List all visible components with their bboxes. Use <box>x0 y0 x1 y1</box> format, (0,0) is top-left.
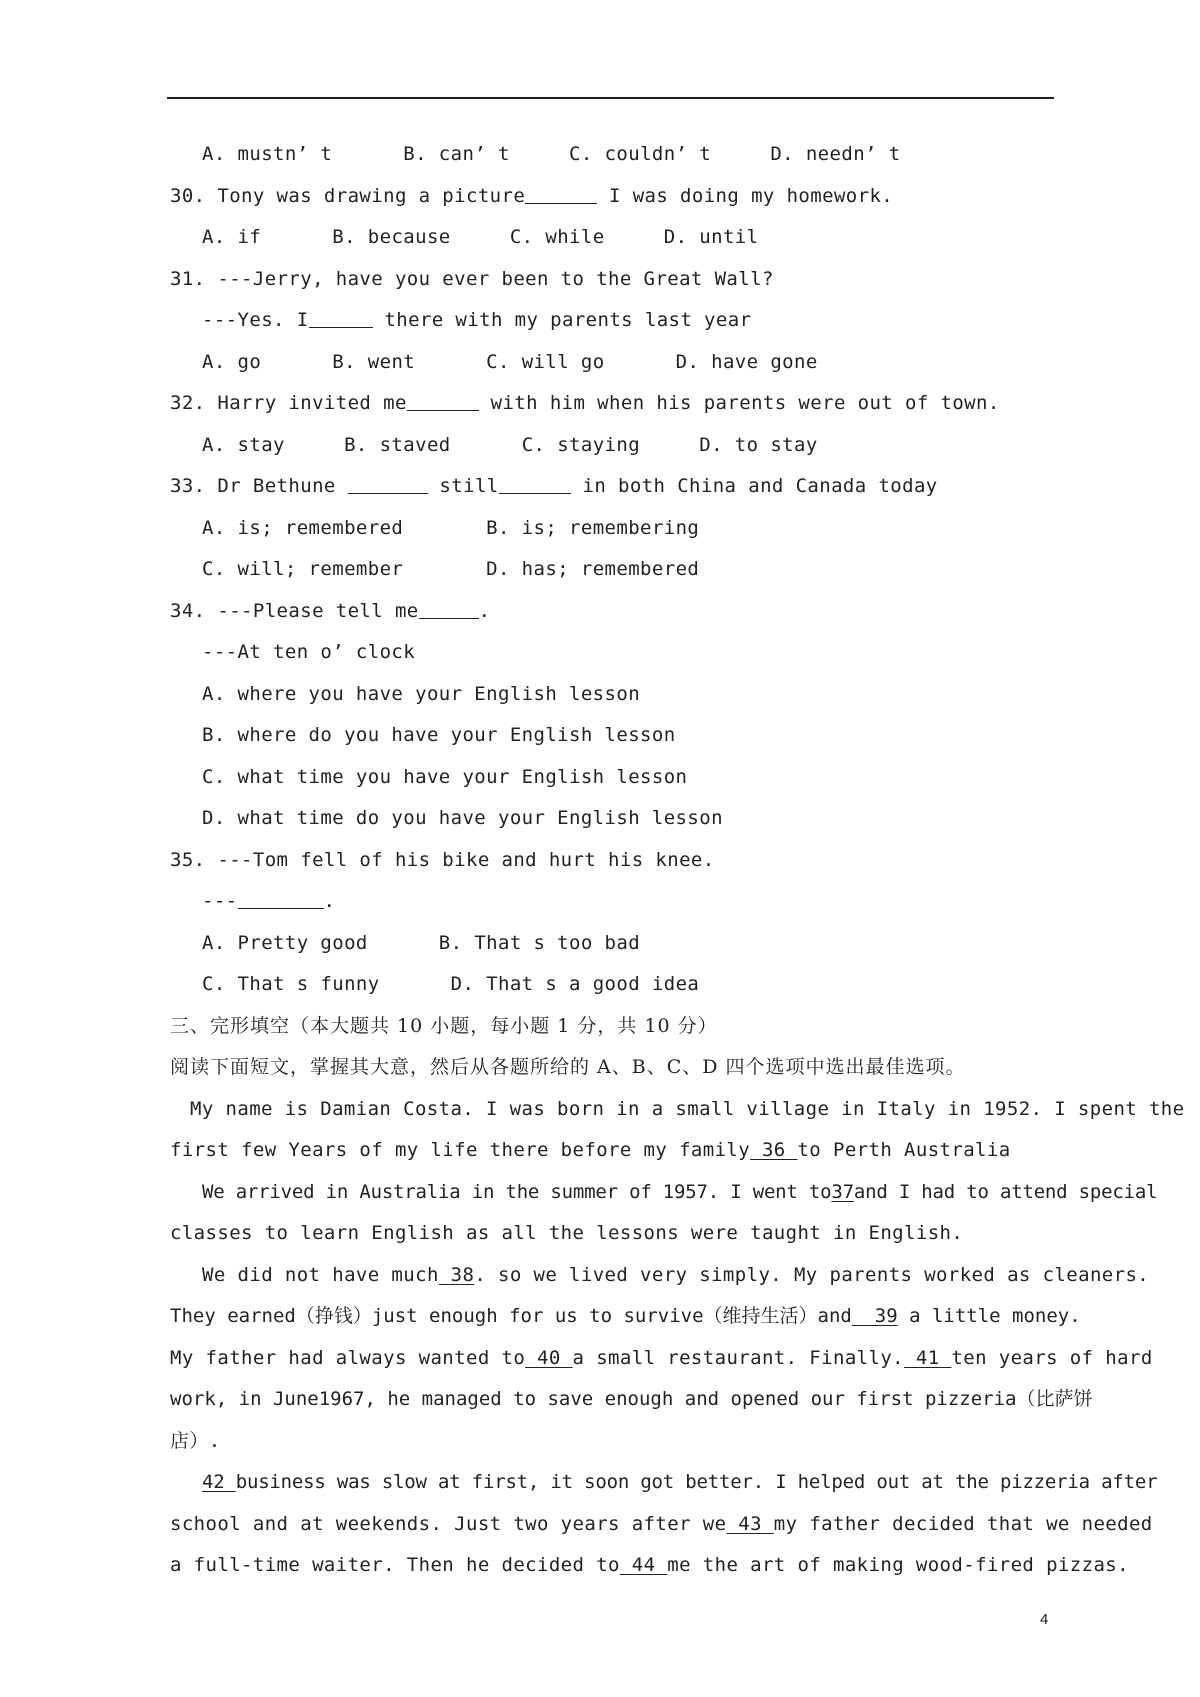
option: C. That s funny <box>202 973 380 995</box>
q31-stem: 31. ---Jerry, have you ever been to the Great Wall? <box>170 267 774 290</box>
option: B. because <box>332 226 451 248</box>
option: A. if <box>202 226 262 248</box>
option: A. mustn’ t <box>202 143 333 165</box>
option: B. staved <box>344 433 451 456</box>
passage-line: school and at weekends. Just two years after we 43 my father decided that we needed <box>170 1512 1153 1535</box>
passage-line: classes to learn English as all the lessons were taught in English. <box>170 1222 964 1244</box>
option: A. where you have your English lesson <box>202 682 641 705</box>
blank-36: 36 <box>750 1139 798 1161</box>
answer-blank <box>499 473 571 494</box>
section-heading: 三、完形填空（本大题共 10 小题，每小题 1 分，共 10 分） <box>170 1014 718 1037</box>
option: B. is; remembering <box>486 516 700 539</box>
blank-38: 38 <box>438 1263 475 1286</box>
option: C. what time you have your English lesson <box>202 765 688 788</box>
option: D. until <box>663 226 759 248</box>
option: C. will; remember <box>202 558 404 580</box>
option: B. where do you have your English lesson <box>202 724 676 746</box>
q33-stem: 33. Dr Bethune still in both China and Canada today <box>170 475 938 497</box>
option: C. couldn’ t <box>569 143 712 165</box>
page-number: 4 <box>1040 1611 1049 1628</box>
blank-43: 43 <box>726 1512 774 1535</box>
option: A. Pretty good <box>202 931 368 954</box>
answer-blank <box>309 307 373 328</box>
blank-37: 37 <box>831 1180 854 1203</box>
option: D. has; remembered <box>486 558 700 580</box>
option: A. is; remembered <box>202 516 404 539</box>
option: A. stay <box>202 433 285 456</box>
q33-options-ab <box>170 508 1060 550</box>
answer-blank <box>348 473 428 494</box>
q32-stem: 32. Harry invited me with him when his parents were out of town. <box>170 392 1000 414</box>
option: B. That s too bad <box>438 931 641 954</box>
q31-reply: ---Yes. I there with my parents last year <box>202 309 752 331</box>
header-rule <box>167 97 1054 99</box>
passage-line: My father had always wanted to 40 a small restaurant. Finally. 41 ten years of hard <box>170 1346 1153 1369</box>
passage-line: 42 business was slow at first, it soon got better. I helped out at the pizzeria after <box>202 1471 1158 1493</box>
blank-39: 39 <box>851 1305 898 1327</box>
q30-options <box>170 217 1060 259</box>
option: D. to stay <box>699 433 818 456</box>
answer-blank <box>407 390 479 411</box>
option: B. went <box>332 350 416 373</box>
blank-44: 44 <box>619 1554 668 1576</box>
option: D. needn’ t <box>770 143 901 165</box>
q29-options <box>170 134 1060 176</box>
q32-options <box>170 425 1060 467</box>
blank-40: 40 <box>525 1346 573 1369</box>
answer-blank <box>238 888 324 909</box>
q34-stem: 34. ---Please tell me . <box>170 599 491 622</box>
option: C. while <box>509 226 605 248</box>
passage-line: work, in June1967, he managed to save enough and opened our first pizzeria（比萨饼 <box>170 1388 1093 1410</box>
passage-line: We did not have much 38. so we lived very simply. My parents worked as cleaners. <box>202 1263 1150 1286</box>
blank-42: 42 <box>202 1471 236 1493</box>
option: D. have gone <box>675 350 818 373</box>
q35-reply: --- . <box>202 890 336 912</box>
option: D. That s a good idea <box>450 973 700 995</box>
answer-blank <box>525 183 597 204</box>
q34-reply: ---At ten o’ clock <box>202 641 416 663</box>
q31-options <box>170 342 1060 384</box>
option: D. what time do you have your English lesson <box>202 807 723 829</box>
q35-options-cd <box>170 964 1060 1006</box>
exam-content <box>170 134 1185 1587</box>
option: C. staying <box>521 433 641 456</box>
blank-41: 41 <box>904 1346 952 1369</box>
q35-stem: 35. ---Tom fell of his bike and hurt his knee. <box>170 848 715 871</box>
q35-options-ab <box>170 923 1060 965</box>
section-instruction: 阅读下面短文，掌握其大意，然后从各题所给的 A、B、C、D 四个选项中选出最佳选项。 <box>170 1056 966 1078</box>
option: A. go <box>202 350 262 373</box>
passage-line: My name is Damian Costa. I was born in a small village in Italy in 1952. I spent the <box>190 1097 1185 1120</box>
answer-blank <box>419 598 479 619</box>
option: C. will go <box>486 350 605 373</box>
passage-line: We arrived in Australia in the summer of 1957. I went to37and I had to attend special <box>202 1180 1158 1203</box>
passage-line: They earned（挣钱）just enough for us to survive（维持生活）and 39 a little money. <box>170 1305 1081 1327</box>
q33-options-cd <box>170 549 1060 591</box>
passage-line: a full-time waiter. Then he decided to 44 me the art of making wood-fired pizzas. <box>170 1554 1129 1576</box>
option: B. can’ t <box>403 143 510 165</box>
passage-line: first few Years of my life there before my family 36 to Perth Australia <box>170 1139 1011 1161</box>
passage-line: 店）. <box>170 1429 221 1452</box>
q30-stem: 30. Tony was drawing a picture I was doing my homework. <box>170 184 894 207</box>
